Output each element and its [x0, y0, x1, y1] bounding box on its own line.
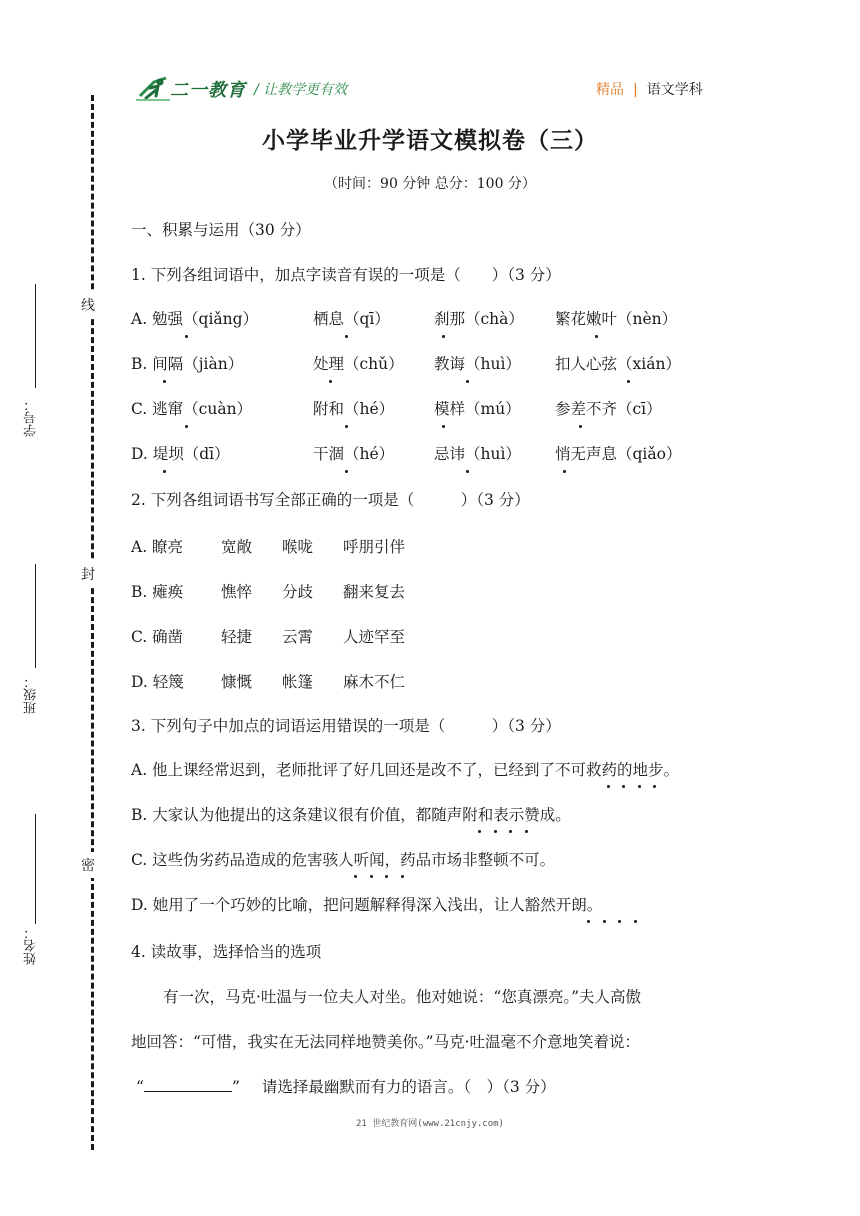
premium-tag: 精品 — [596, 82, 624, 98]
q1-row-d-col3: 忌讳（huì） — [434, 445, 521, 463]
q3-option-c: C. 这些伪劣药品造成的危害骇人听闻，药品市场非整顿不可。 — [131, 851, 556, 869]
q1-row-c-col1: C. 逃窜（cuàn） — [131, 400, 253, 418]
emphasis-dot — [185, 335, 188, 338]
q1-row-a-col4: 繁花嫩叶（nèn） — [555, 310, 678, 328]
emphasis-dot — [622, 785, 625, 788]
emphasis-dot — [638, 785, 641, 788]
close-quote: ” — [231, 1078, 240, 1096]
q1-row-d-col1: D. 堤坝（dī） — [131, 445, 230, 463]
q3-option-a: A. 他上课经常迟到，老师批评了好几回还是改不了，已经到了不可救药的地步。 — [131, 761, 680, 779]
q1-row-b-col3: 教诲（huì） — [434, 355, 521, 373]
q1-row-a-col2: 栖息（qī） — [313, 310, 390, 328]
story-line-2: 地回答：“可惜，我实在无法同样地赞美你。”马克·吐温毫不介意地笑着说： — [131, 1033, 641, 1051]
emphasis-dot — [618, 920, 621, 923]
emphasis-dot — [563, 470, 566, 473]
q2-row-c-col4: 人迹罕至 — [343, 628, 406, 646]
question-3-stem: 3. 下列句子中加点的词语运用错误的一项是（ ）（3 分） — [131, 717, 561, 735]
emphasis-dot — [442, 335, 445, 338]
open-quote: “ — [136, 1078, 144, 1096]
q2-row-b-col4: 翻来复去 — [343, 583, 406, 601]
emphasis-dot — [442, 425, 445, 428]
q2-row-d-col1: D. 轻篾 — [131, 673, 184, 691]
q2-row-d-col2: 慷慨 — [221, 673, 253, 691]
emphasis-dot — [627, 380, 630, 383]
class-rule — [35, 564, 36, 668]
subject-tag: 语文学科 — [646, 82, 703, 98]
student-id-rule — [35, 284, 36, 388]
binding-dashed-line — [91, 95, 94, 1150]
binding-char-feng: 封 — [81, 561, 95, 587]
q2-row-a-col4: 呼朋引伴 — [343, 538, 406, 556]
q2-row-c-col2: 轻捷 — [221, 628, 253, 646]
q1-row-b-col1: B. 间隔（jiàn） — [131, 355, 244, 373]
emphasis-dot — [634, 920, 637, 923]
emphasis-dot — [385, 875, 388, 878]
q2-row-b-col1: B. 瘫痪 — [131, 583, 184, 601]
q3-option-d: D. 她用了一个巧妙的比喻，把问题解释得深入浅出，让人豁然开朗。 — [131, 896, 603, 914]
q2-row-d-col4: 麻木不仁 — [343, 673, 406, 691]
binding-char-mi: 密 — [81, 852, 95, 878]
emphasis-dot — [401, 875, 404, 878]
answer-blank[interactable] — [144, 1077, 232, 1092]
student-id-label: 学号： — [24, 398, 39, 437]
q1-row-b-col2: 处理（chǔ） — [313, 355, 404, 373]
emphasis-dot — [370, 875, 373, 878]
emphasis-dot — [603, 920, 606, 923]
q1-row-c-col2: 附和（hé） — [313, 400, 395, 418]
footer-source: 21 世纪教育网(www.21cnjy.com) — [356, 1119, 504, 1129]
binding-char-xian: 线 — [81, 292, 95, 318]
emphasis-dot — [345, 425, 348, 428]
emphasis-dot — [354, 875, 357, 878]
exam-info: （时间：90 分钟 总分：100 分） — [324, 176, 536, 192]
emphasis-dot — [579, 425, 582, 428]
question-4-stem: 4. 读故事，选择恰当的选项 — [131, 943, 322, 961]
name-rule — [35, 814, 36, 924]
emphasis-dot — [345, 335, 348, 338]
q1-row-a-col1: A. 勉强（qiǎng） — [131, 310, 259, 328]
q2-row-b-col2: 憔悴 — [221, 583, 253, 601]
story-line-1: 有一次，马克·吐温与一位夫人对坐。他对她说：“您真漂亮。”夫人高傲 — [163, 988, 642, 1006]
emphasis-dot — [345, 470, 348, 473]
q2-row-c-col1: C. 确凿 — [131, 628, 184, 646]
header-tags — [596, 79, 703, 99]
story-line-3 — [136, 1075, 556, 1097]
q1-row-c-col3: 模样（mú） — [434, 400, 521, 418]
emphasis-dot — [587, 920, 590, 923]
emphasis-dot — [185, 425, 188, 428]
q2-row-d-col3: 帐篷 — [282, 673, 314, 691]
emphasis-dot — [466, 380, 469, 383]
q2-row-a-col1: A. 瞭亮 — [131, 538, 184, 556]
emphasis-dot — [466, 470, 469, 473]
q2-row-a-col3: 喉咙 — [282, 538, 314, 556]
emphasis-dot — [653, 785, 656, 788]
page-title: 小学毕业升学语文模拟卷（三） — [262, 128, 598, 154]
q2-row-c-col3: 云霄 — [282, 628, 314, 646]
q3-option-b: B. 大家认为他提出的这条建议很有价值，都随声附和表示赞成。 — [131, 806, 571, 824]
q2-row-a-col2: 宽敞 — [221, 538, 253, 556]
q1-row-c-col4: 参差不齐（cī） — [555, 400, 662, 418]
q2-row-b-col3: 分歧 — [282, 583, 314, 601]
emphasis-dot — [163, 470, 166, 473]
section-heading: 一、积累与运用（30 分） — [131, 221, 311, 239]
q1-row-a-col3: 刹那（chà） — [434, 310, 524, 328]
q1-row-d-col2: 干涸（hé） — [313, 445, 395, 463]
brand-name: 二一教育 — [170, 80, 246, 101]
emphasis-dot — [525, 830, 528, 833]
emphasis-dot — [478, 830, 481, 833]
q1-row-b-col4: 扣人心弦（xián） — [555, 355, 681, 373]
class-label: 班级： — [24, 675, 39, 714]
name-label: 姓名： — [24, 926, 39, 965]
question-2-stem: 2. 下列各组词语书写全部正确的一项是（ ）（3 分） — [131, 491, 530, 509]
emphasis-dot — [607, 785, 610, 788]
q1-row-d-col4: 悄无声息（qiǎo） — [555, 445, 682, 463]
tag-separator: | — [633, 82, 638, 98]
emphasis-dot — [163, 380, 166, 383]
q4-prompt: 请选择最幽默而有力的语言。（ ）（3 分） — [261, 1078, 556, 1096]
brand-slogan: / 让教学更有效 — [254, 82, 348, 98]
emphasis-dot — [494, 830, 497, 833]
emphasis-dot — [329, 380, 332, 383]
emphasis-dot — [595, 335, 598, 338]
question-1-stem: 1. 下列各组词语中，加点字读音有误的一项是（ ）（3 分） — [131, 266, 561, 284]
emphasis-dot — [509, 830, 512, 833]
